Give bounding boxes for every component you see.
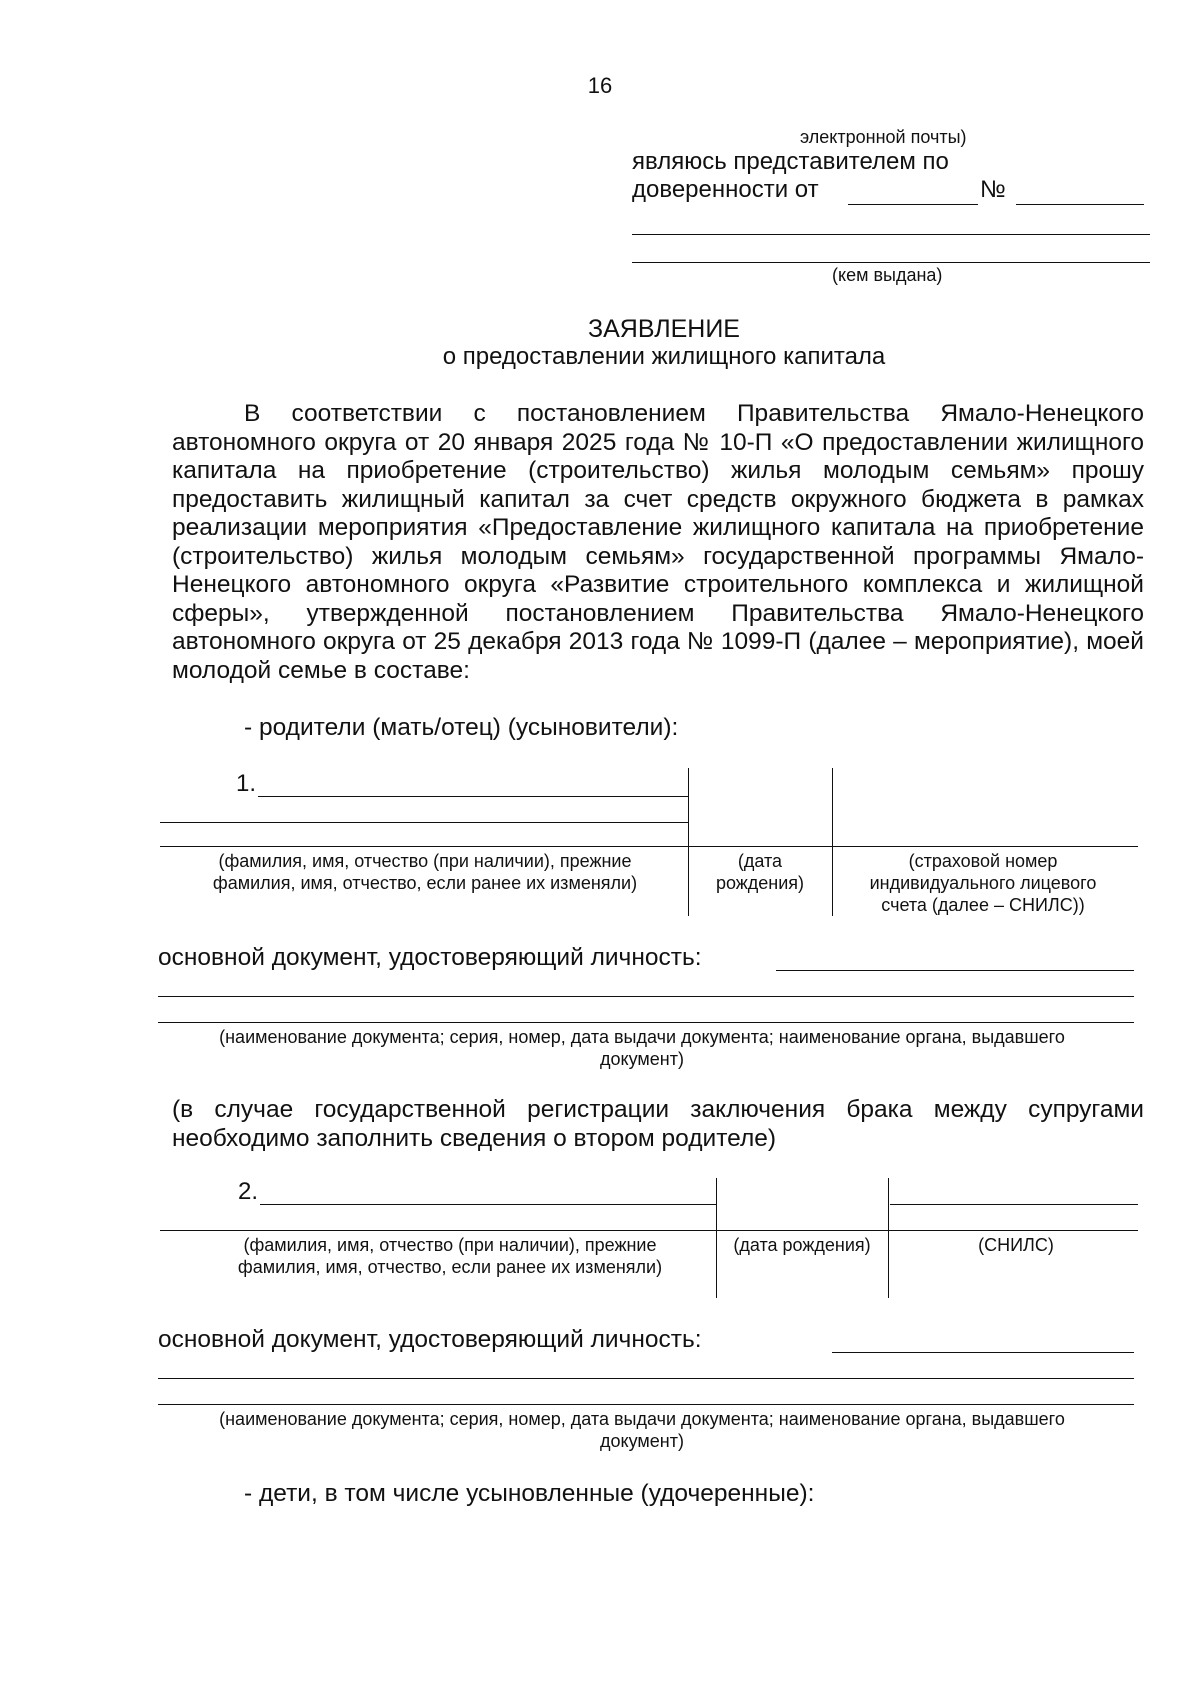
id-doc-1-field-2[interactable] — [158, 996, 1134, 997]
id-doc-label-2: основной документ, удостоверяющий личность: — [158, 1326, 702, 1353]
id-doc-2-field-3[interactable] — [158, 1404, 1134, 1405]
document-title: ЗАЯВЛЕНИЕ — [587, 315, 740, 343]
parent2-birth-caption: (дата рождения) — [733, 1235, 871, 1255]
parents-label: - родители (мать/отец) (усыновители): — [244, 714, 679, 741]
parent1-name-field-1[interactable] — [258, 796, 688, 797]
parent1-name-caption: (фамилия, имя, отчество (при наличии), прежние фамилия, имя, отчество, если ранее их изменяли) — [212, 851, 638, 893]
parent2-snils-caption: (СНИЛС) — [978, 1235, 1054, 1255]
parent1-divider-2 — [832, 768, 833, 916]
parent1-snils-caption: (страховой номер индивидуального лицевого счета (далее – СНИЛС)) — [869, 851, 1097, 915]
id-doc-2-field-1[interactable] — [832, 1352, 1134, 1353]
representative-line: являюсь представителем по — [632, 148, 949, 175]
power-of-attorney-label: доверенности от — [632, 176, 819, 203]
parent1-birth-caption: (дата рождения) — [715, 851, 805, 893]
id-doc-1-field-1[interactable] — [776, 970, 1134, 971]
parent2-number: 2. — [238, 1178, 259, 1205]
parent2-table-rule — [160, 1230, 1138, 1231]
marriage-note: (в случае государственной регистрации заключения брака между супругами необходимо заполнить сведения о втором родителе) — [172, 1096, 1144, 1152]
issued-by-caption: (кем выдана) — [832, 265, 943, 285]
poa-issuer-field-1[interactable] — [632, 234, 1150, 235]
parent2-name-caption: (фамилия, имя, отчество (при наличии), прежние фамилия, имя, отчество, если ранее их изменяли) — [237, 1235, 663, 1277]
parent1-name-field-2[interactable] — [160, 822, 688, 823]
parent2-divider-2 — [888, 1178, 889, 1298]
parent1-divider-1 — [688, 768, 689, 916]
parent1-number: 1. — [236, 770, 257, 797]
page-number: 16 — [587, 73, 613, 98]
id-doc-1-field-3[interactable] — [158, 1022, 1134, 1023]
id-doc-2-caption: (наименование документа; серия, номер, дата выдачи документа; наименование органа, выдавшего документ) — [219, 1409, 1065, 1451]
parent1-table-rule — [160, 846, 1138, 847]
poa-number-field[interactable] — [1016, 204, 1144, 205]
email-caption-tail: электронной почты) — [800, 127, 967, 147]
id-doc-2-field-2[interactable] — [158, 1378, 1134, 1379]
document-subtitle: о предоставлении жилищного капитала — [442, 343, 886, 370]
children-label: - дети, в том числе усыновленные (удочеренные): — [244, 1480, 815, 1507]
parent2-snils-field[interactable] — [890, 1204, 1138, 1205]
poa-date-field[interactable] — [848, 204, 978, 205]
body-paragraph: В соответствии с постановлением Правительства Ямало-Ненецкого автономного округа от 20 января 2025 года № 10-П «О предоставлении жилищного капитала на приобретение (строительство) жилья молодым семьям» прошу предоставить жилищный капитал за счет средств окружного бюджета в рамках реализации мероприятия «Предоставление жилищного капитала на приобретение (строительство) жилья молодым семьям» государственной программы Ямало-Ненецкого автономного округа «Развитие строительного комплекса и жилищной сферы», утвержденной постановлением Правительства Ямало-Ненецкого автономного округа от 25 декабря 2013 года № 1099-П (далее – мероприятие), моей молодой семье в составе: — [172, 400, 1144, 684]
parent2-divider-1 — [716, 1178, 717, 1298]
id-doc-label-1: основной документ, удостоверяющий личность: — [158, 944, 702, 971]
id-doc-1-caption: (наименование документа; серия, номер, дата выдачи документа; наименование органа, выдавшего документ) — [219, 1027, 1065, 1069]
poa-number-sign: № — [980, 176, 1006, 203]
parent2-name-field[interactable] — [260, 1204, 716, 1205]
poa-issuer-field-2[interactable] — [632, 262, 1150, 263]
